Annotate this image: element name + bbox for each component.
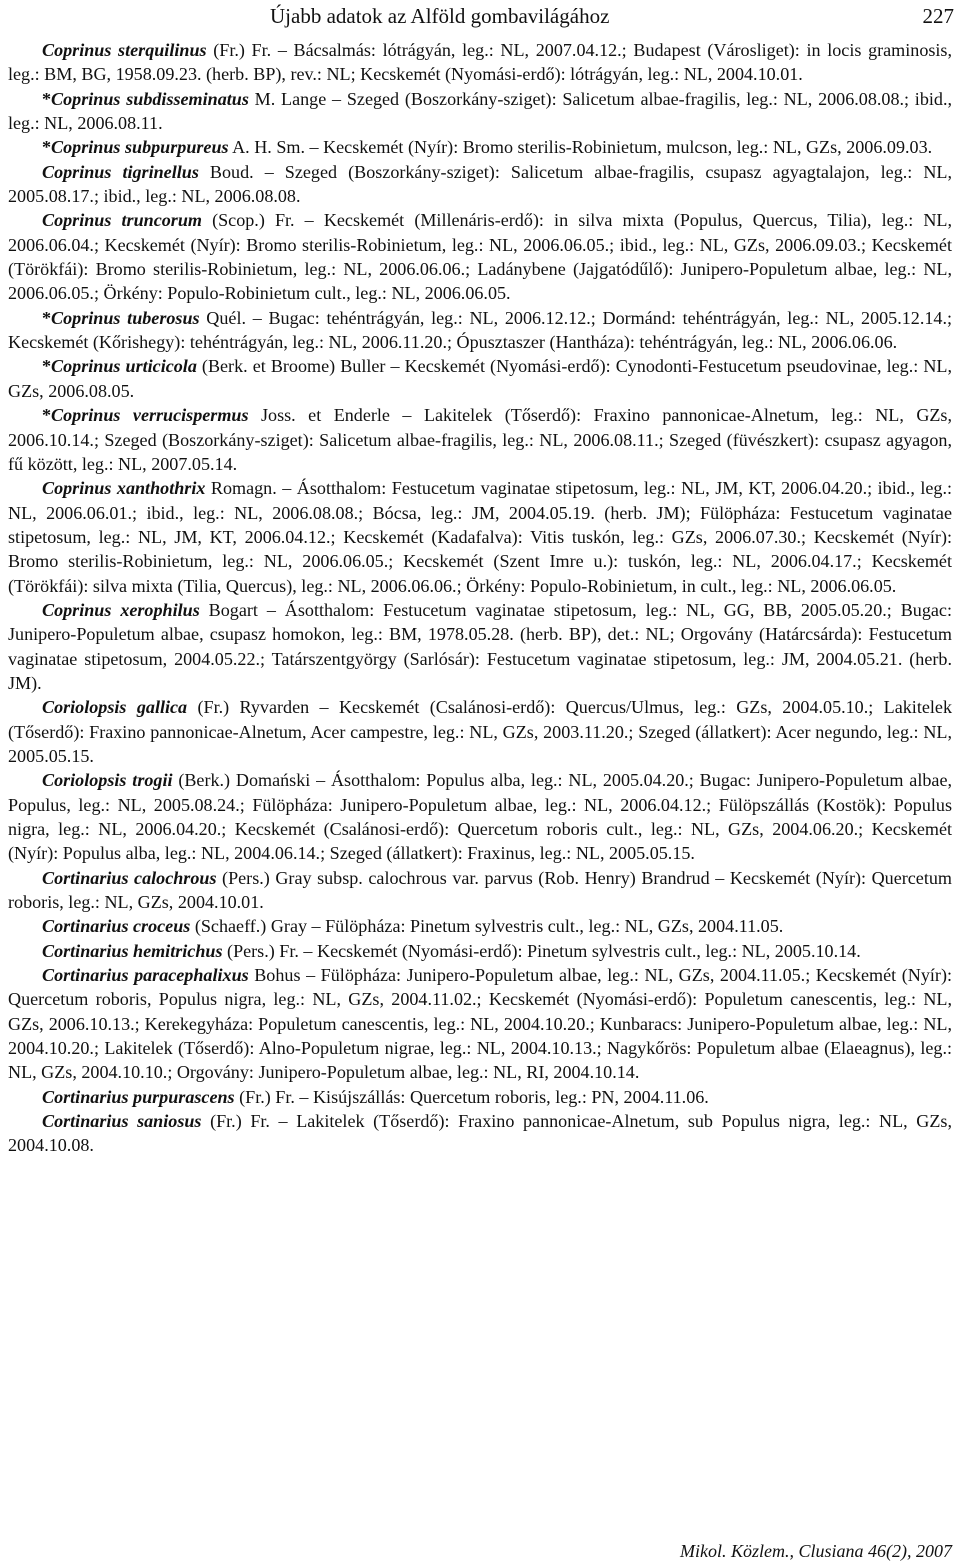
entry-text: Romagn. – Ásotthalom: Festucetum vaginatae stipetosum, leg.: NL, JM, KT, 2006.04.20.; ibid., leg.: NL, 2006.06.01.; ibid., leg.: NL, 2006.08.08.; Bócsa, leg.: JM, 2004.05.19. (herb. JM); Fülöpháza: Festucetum vaginatae stipetosum, leg.: NL, JM, KT, 2006.04.12.; Kecskemét (Kadafalva): Vitis tuskón, leg.: GZs, 2006.07.30.; Kecskemét (Nyír): Bromo sterilis-Robinietum, leg.: NL, 2006.06.05.; Kecskemét (Szent Imre u.): tuskón, leg.: NL, 2006.04.17.; Kecskemét (Törökfái): silva mixta (Tilia, Quercus), leg.: NL, 2006.06.06.; Örkény: Populo-Robinietum, in cult., leg.: NL, 2006.06.05. bbox=[8, 478, 952, 596]
running-title: Újabb adatok az Alföld gombavilágához bbox=[270, 4, 610, 28]
entry-text: Joss. et Enderle – Lakitelek (Tőserdő): Fraxino pannonicae-Alnetum, leg.: NL, GZs, 2006.10.14.; Szeged (Boszorkány-sziget): Salicetum albae-fragilis, leg.: NL, 2006.08.11.; Szeged (füvészkert): csupasz agyagon, fű között, leg.: NL, 2007.05.14. bbox=[8, 405, 952, 474]
species-entry bbox=[8, 963, 952, 1085]
species-entry bbox=[8, 1085, 952, 1109]
entry-text: M. Lange – Szeged (Boszorkány-sziget): Salicetum albae-fragilis, leg.: NL, 2006.08.08.; ibid., leg.: NL, 2006.08.11. bbox=[8, 88, 952, 134]
taxon-name: Coprinus sterquilinus bbox=[42, 40, 207, 60]
taxon-name: Coprinus subpurpureus bbox=[51, 137, 229, 158]
entry-text: (Pers.) Gray subsp. calochrous var. parvus (Rob. Henry) Brandrud – Kecskemét (Nyír): Quercetum roboris, leg.: NL, GZs, 2004.10.01. bbox=[8, 867, 952, 913]
new-record-marker: * bbox=[42, 356, 52, 377]
entry-text: (Pers.) Fr. – Kecskemét (Nyomási-erdő): Pinetum sylvestris cult., leg.: NL, 2005.10.14. bbox=[222, 940, 861, 961]
species-entry bbox=[8, 939, 952, 963]
species-entry bbox=[8, 87, 952, 136]
species-entry bbox=[8, 598, 952, 695]
new-record-marker: * bbox=[42, 88, 52, 109]
taxon-name: Coriolopsis trogii bbox=[42, 770, 173, 791]
entry-text: Bogart – Ásotthalom: Festucetum vaginatae stipetosum, leg.: NL, GG, BB, 2005.05.20.; Bugac: Junipero-Populetum albae, csupasz homokon, leg.: BM, 1978.05.28. (herb. BP), det.: NL; Orgovány (Határcsárda): Festucetum vaginatae stipetosum, 2004.05.22.; Tatárszentgyörgy (Sarlósár): Festucetum vaginatae stipetosum, leg.: JM, 2004.05.21. (herb. JM). bbox=[8, 599, 952, 693]
taxon-name: Cortinarius paracephalixus bbox=[42, 965, 249, 986]
journal-citation: Mikol. Közlem., Clusiana 46(2), 2007 bbox=[680, 1541, 952, 1561]
page-header bbox=[0, 2, 960, 28]
species-entry bbox=[8, 695, 952, 768]
species-entry bbox=[8, 160, 952, 209]
species-entry bbox=[8, 208, 952, 305]
taxon-name: Coriolopsis gallica bbox=[42, 697, 188, 718]
entry-text: Quél. – Bugac: tehéntrágyán, leg.: NL, 2006.12.12.; Dormánd: tehéntrágyán, leg.: NL, 2005.12.14.; Kecskemét (Kőrishegy): tehéntrágyán, leg.: NL, 2006.11.20.; Ópusztaszer (Hantháza): tehéntrágyán, leg.: NL, 2006.06.06. bbox=[8, 307, 953, 353]
species-entry bbox=[8, 306, 952, 355]
page-number: 227 bbox=[922, 4, 954, 28]
entry-text: (Fr.) Fr. – Bácsalmás: lótrágyán, leg.: NL, 2007.04.12.; Budapest (Városliget): in locis graminosis, leg.: BM, BG, 1958.09.23. (herb. BP), rev.: NL; Kecskemét (Nyomási-erdő): lótrágyán, leg.: NL, 2004.10.01. bbox=[8, 40, 952, 85]
taxon-name: Coprinus truncorum bbox=[42, 210, 202, 231]
species-entry bbox=[8, 866, 952, 915]
taxon-name: Cortinarius purpurascens bbox=[42, 1086, 235, 1107]
new-record-marker: * bbox=[42, 405, 52, 426]
taxon-name: Coprinus verrucispermus bbox=[51, 405, 249, 426]
entry-text: (Fr.) Fr. – Kisújszállás: Quercetum roboris, leg.: PN, 2004.11.06. bbox=[234, 1086, 709, 1107]
new-record-marker: * bbox=[42, 137, 52, 158]
species-entry bbox=[8, 135, 952, 159]
taxon-name: Coprinus tuberosus bbox=[51, 307, 200, 328]
entry-text: Boud. – Szeged (Boszorkány-sziget): Salicetum albae-fragilis, csupasz agyagtalajon, leg.: NL, 2005.08.17.; ibid., leg.: NL, 2006.08.08. bbox=[8, 161, 952, 207]
entry-text: (Scop.) Fr. – Kecskemét (Millenáris-erdő): in silva mixta (Populus, Quercus, Tilia), leg.: NL, 2006.06.04.; Kecskemét (Nyír): Bromo sterilis-Robinietum, leg.: NL, 2006.06.05.; ibid., leg.: NL, GZs, 2006.09.03.; Kecskemét (Törökfái): Bromo sterilis-Robinietum, leg.: NL, 2006.06.06.; Ladánybene (Jajgatódűlő): Junipero-Populetum albae, leg.: NL, 2006.06.05.; Örkény: Populo-Robinietum cult., leg.: NL, 2006.06.05. bbox=[8, 210, 952, 304]
taxon-name: Coprinus urticicola bbox=[51, 356, 197, 377]
entry-text: (Berk. et Broome) Buller – Kecskemét (Nyomási-erdő): Cynodonti-Festucetum pseudovinae, leg.: NL, GZs, 2006.08.05. bbox=[8, 356, 952, 401]
species-entry bbox=[8, 768, 952, 865]
species-entry bbox=[8, 403, 952, 476]
entry-text: Bohus – Fülöpháza: Junipero-Populetum albae, leg.: NL, GZs, 2004.11.05.; Kecskemét (Nyír): Quercetum roboris, Populus nigra, leg.: NL, GZs, 2004.11.02.; Kecskemét (Nyomási-erdő): Populetum canescentis, leg.: NL, GZs, 2006.10.13.; Kerekegyháza: Populetum canescentis, leg.: NL, 2004.10.20.; Kunbaracs: Junipero-Populetum albae, leg.: NL, 2004.10.20.; Lakitelek (Tőserdő): Alno-Populetum nigrae, leg.: NL, 2004.10.13.; Nagykőrös: Populetum albae (Elaeagnus), leg.: NL, GZs, 2004.10.10.; Orgovány: Junipero-Populetum albae, leg.: NL, RI, 2004.10.14. bbox=[8, 965, 952, 1083]
species-entry bbox=[8, 914, 952, 938]
species-entry bbox=[8, 354, 952, 403]
taxon-name: Coprinus xerophilus bbox=[42, 599, 200, 620]
new-record-marker: * bbox=[42, 307, 52, 328]
entry-text: (Fr.) Ryvarden – Kecskemét (Csalánosi-erdő): Quercus/Ulmus, leg.: GZs, 2004.05.10.; Lakitelek (Tőserdő): Fraxino pannonicae-Alnetum, Acer campestre, leg.: NL, GZs, 2003.11.20.; Szeged (állatkert): Acer negundo, leg.: NL, 2005.05.15. bbox=[8, 697, 952, 766]
entry-text: (Schaeff.) Gray – Fülöpháza: Pinetum sylvestris cult., leg.: NL, GZs, 2004.11.05. bbox=[190, 916, 784, 937]
entry-text: (Fr.) Fr. – Lakitelek (Tőserdő): Fraxino pannonicae-Alnetum, sub Populus nigra, leg.: NL, GZs, 2004.10.08. bbox=[8, 1111, 952, 1156]
taxon-name: Cortinarius saniosus bbox=[42, 1111, 202, 1132]
taxon-name: Cortinarius calochrous bbox=[42, 867, 217, 888]
taxon-name: Cortinarius croceus bbox=[42, 916, 191, 937]
taxon-name: Coprinus tigrinellus bbox=[42, 161, 199, 182]
species-entry bbox=[8, 38, 952, 87]
species-entry bbox=[8, 476, 952, 598]
taxon-name: Coprinus subdisseminatus bbox=[51, 88, 249, 109]
taxon-name: Cortinarius hemitrichus bbox=[42, 940, 223, 961]
species-list bbox=[8, 38, 952, 1158]
taxon-name: Coprinus xanthothrix bbox=[42, 478, 206, 499]
entry-text: A. H. Sm. – Kecskemét (Nyír): Bromo sterilis-Robinietum, mulcson, leg.: NL, GZs, 2006.09.03. bbox=[228, 137, 933, 158]
entry-text: (Berk.) Domański – Ásotthalom: Populus alba, leg.: NL, 2005.04.20.; Bugac: Junipero-Populetum albae, Populus, leg.: NL, 2005.08.24.; Fülöpháza: Junipero-Populetum albae, leg.: NL, 2006.04.12.; Fülöpszállás (Kostök): Populus nigra, leg.: NL, 2006.04.20.; Kecskemét (Csalánosi-erdő): Quercetum roboris cult., leg.: NL, GZs, 2004.06.20.; Kecskemét (Nyír): Populus alba, leg.: NL, 2004.06.14.; Szeged (állatkert): Fraxinus, leg.: NL, 2005.05.15. bbox=[8, 770, 953, 864]
species-entry bbox=[8, 1109, 952, 1158]
